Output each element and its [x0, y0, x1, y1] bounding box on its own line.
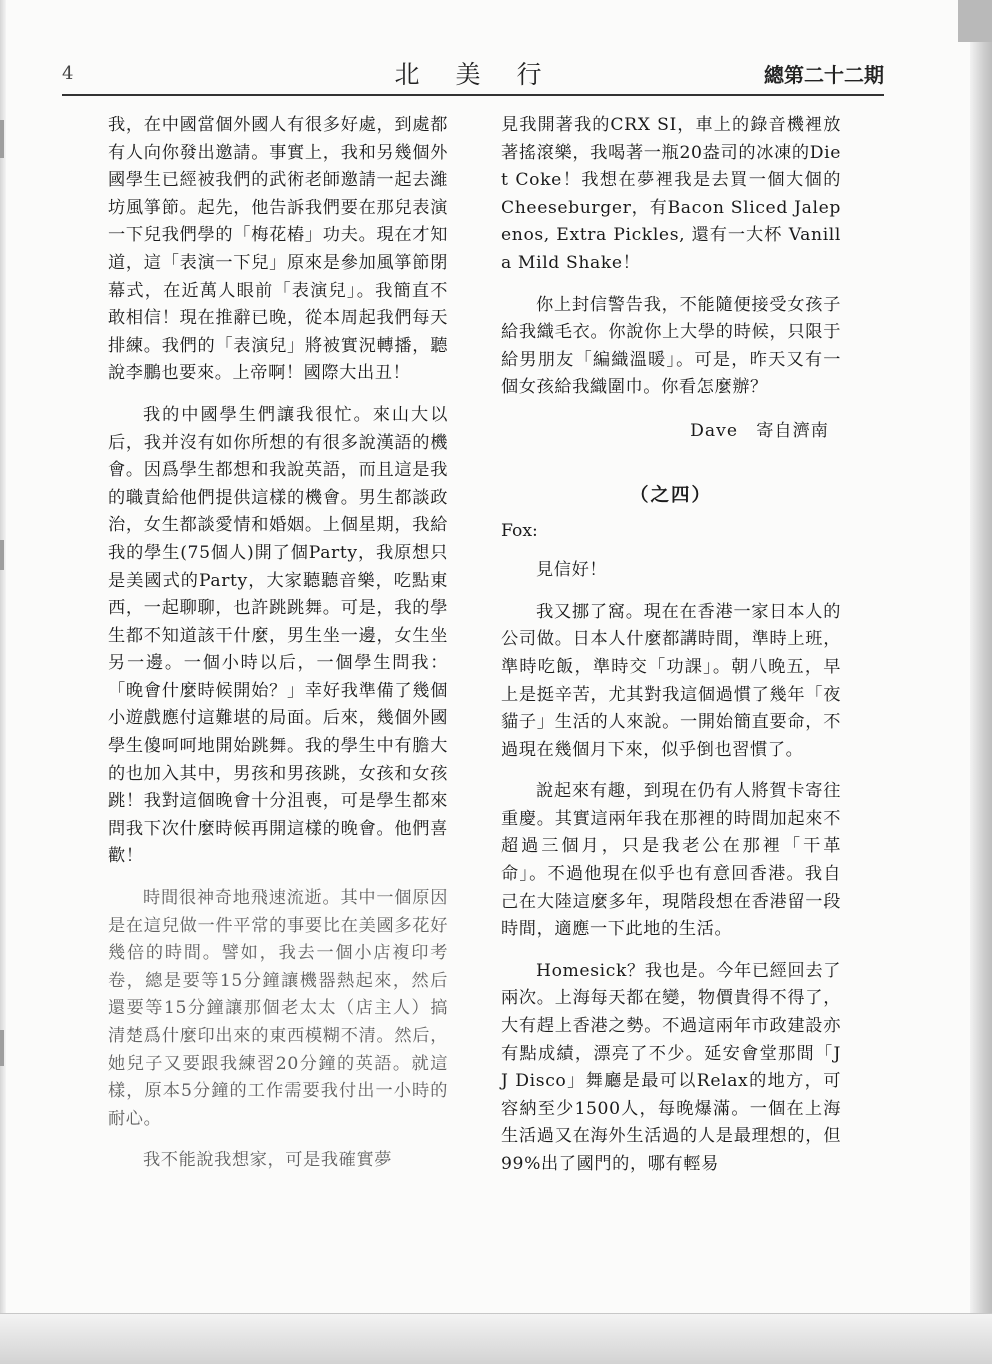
journal-title: 北 美 行	[394, 60, 556, 89]
letter-paragraph: 我的中國學生們讓我很忙。來山大以后，我并沒有如你所想的有很多說漢語的機會。因爲學生都想和我說英語，而且這是我的職責給他們提供這樣的機會。男生都談政治，女生都談愛情和婚姻。上個星期，我給我的學生(75個人)開了個Party，我原想只是美國式的Party，大家聽聽音樂，吃點東西，一起聊聊，也許跳跳舞。可是，我的學生都不知道該干什麼，男生坐一邊，女生坐另一邊。一個小時以后，一個學生問我：「晚會什麼時候開始？」幸好我準備了幾個小遊戲應付這難堪的局面。后來，幾個外國學生傻呵呵地開始跳舞。我的學生中有膽大的也加入其中，男孩和男孩跳，女孩和女孩跳！我對這個晚會十分沮喪，可是學生都來問我下次什麼時候再開這樣的晚會。他們喜歡！	[108, 404, 448, 867]
paper-edge-left	[0, 0, 6, 1364]
letter-paragraph: 見我開著我的CRX SI，車上的錄音機裡放著搖滾樂，我喝著一瓶20盎司的冰凍的Diet Coke！我想在夢裡我是去買一個大個的Cheeseburger，有Bacon Sliced Jalepenos, Extra Pickles, 還有一大杯 Vanilla Mild Shake！	[501, 115, 841, 273]
paper-edge-bottom	[0, 1313, 992, 1364]
letter-paragraph: Homesick？我也是。今年已經回去了兩次。上海每天都在變，物價貴得不得了，大有趕上香港之勢。不過這兩年市政建設亦有點成績，漂亮了不少。延安會堂那間「J J Disco」舞廳是最可以Relax的地方，可容納至少1500人，每晚爆滿。一個在上海生活過又在海外生活過的人是最理想的，但99%出了國門的，哪有輕易	[501, 960, 841, 1174]
binding-mark	[0, 540, 4, 570]
letter-paragraph: 說起來有趣，到現在仍有人將賀卡寄往重慶。其實這兩年我在那裡的時間加起來不超過三個月，只是我老公在那裡「干革命」。不過他現在似乎也有意回香港。我自己在大陸這麼多年，現階段想在香港留一段時間，適應一下此地的生活。	[501, 781, 841, 940]
binding-mark	[0, 1030, 4, 1066]
left-column	[108, 112, 448, 1175]
letter-paragraph: 我不能說我想家，可是我確實夢	[143, 1150, 393, 1171]
page-number: 4	[62, 63, 74, 84]
issue-label: 總第二十二期	[764, 63, 884, 87]
letter-greeting: 見信好！	[536, 560, 608, 581]
binding-mark	[0, 120, 4, 158]
letter-paragraph: 你上封信警告我，不能隨便接受女孩子給我織毛衣。你說你上大學的時候，只限于給男朋友「編織溫暖」。可是，昨天又有一個女孩給我織圍巾。你看怎麼辦？	[501, 294, 841, 398]
letter-paragraph: 我又挪了窩。現在在香港一家日本人的公司做。日本人什麼都講時間，準時上班，準時吃飯，準時交「功課」。朝八晚五，早上是挺辛苦，尤其對我這個過慣了幾年「夜貓子」生活的人來說。一開始簡直要命，不過現在幾個月下來，似乎倒也習慣了。	[501, 601, 841, 760]
letter-paragraph: 時間很神奇地飛速流逝。其中一個原因是在這兒做一件平常的事要比在美國多花好幾倍的時間。譬如，我去一個小店複印考卷，總是要等15分鐘讓機器熱起來，然后還要等15分鐘讓那個老太太（店主人）搞清楚爲什麼印出來的東西模糊不清。然后，她兒子又要跟我練習20分鐘的英語。就這樣，原本5分鐘的工作需要我付出一小時的耐心。	[108, 888, 448, 1129]
header-rule	[62, 94, 884, 96]
letter-paragraph: 我，在中國當個外國人有很多好處，到處都有人向你發出邀請。事實上，我和另幾個外國學生已經被我們的武術老師邀請一起去濰坊風箏節。起先，他告訴我們要在那兒表演一下兒我們學的「梅花樁」功夫。現在才知道，這「表演一下兒」原來是參加風箏節閉幕式，在近萬人眼前「表演兒」。我簡直不敢相信！現在推辭已晚，從本周起我們每天排練。我們的「表演兒」將被實況轉播，聽說李鵬也要來。上帝啊！國際大出丑！	[108, 115, 448, 384]
letter-signature: Dave 寄自濟南	[690, 420, 829, 441]
paper-edge-right	[970, 0, 992, 1364]
right-column	[501, 112, 841, 1179]
letter-salutation: Fox:	[501, 520, 538, 541]
section-heading: （之四）	[629, 484, 712, 506]
paper-corner-shadow	[958, 0, 992, 42]
